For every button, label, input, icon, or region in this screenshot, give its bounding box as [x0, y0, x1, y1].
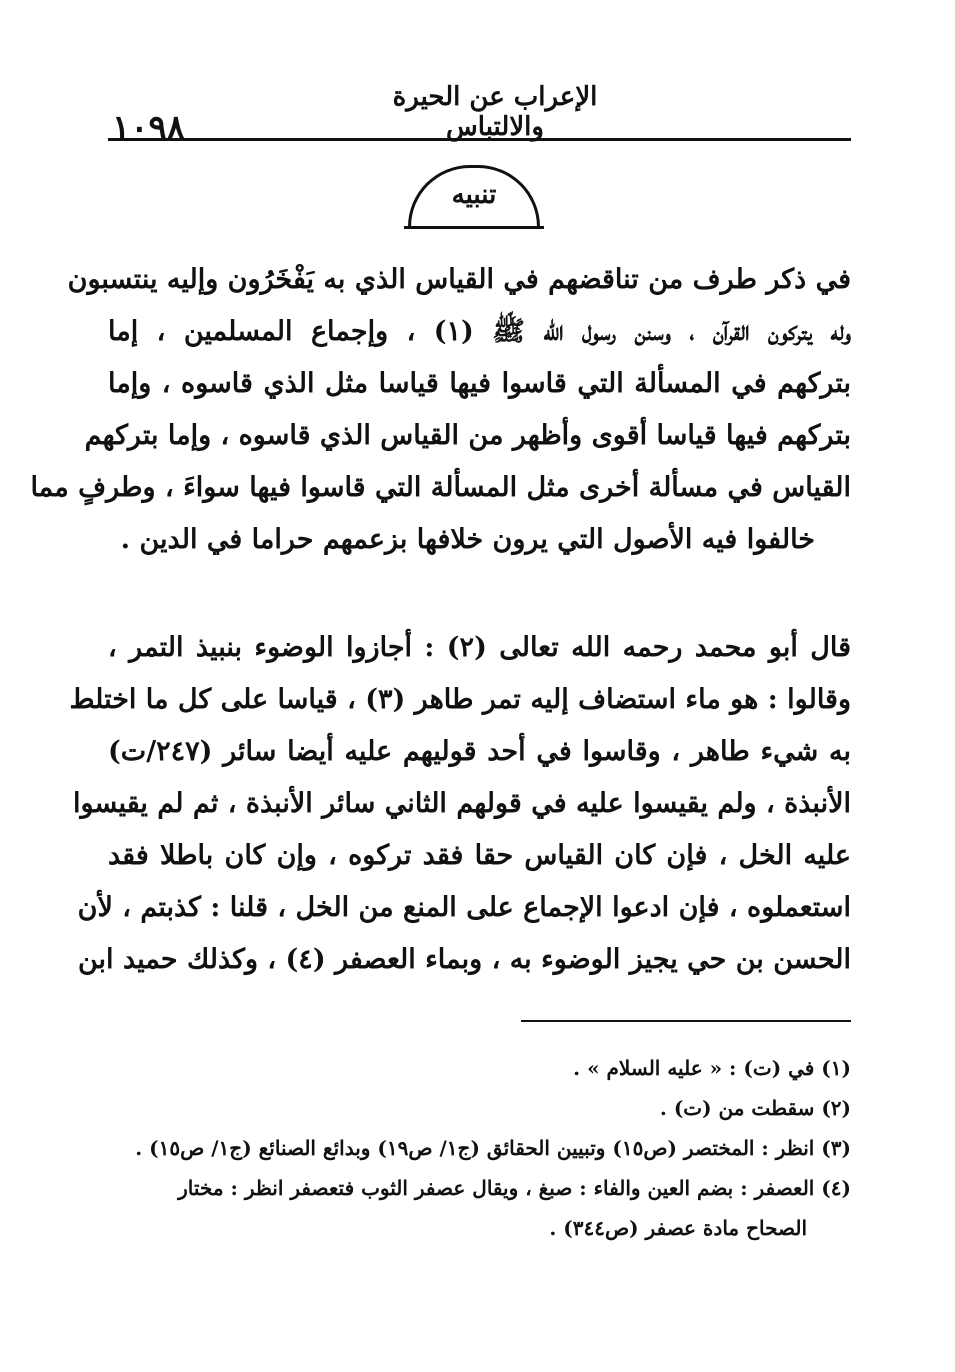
- running-head: الإعراب عن الحيرة والالتباس: [392, 82, 598, 142]
- text-line: استعملوه ، فإن ادعوا الإجماع على المنع من الخل ، قلنا : كذبتم ، لأن: [77, 892, 851, 923]
- text-line: قال أبو محمد رحمه الله تعالى (٢) : أجازوا الوضوء بنبيذ التمر ،: [108, 632, 851, 663]
- footnote-rule: [521, 1020, 851, 1022]
- footnote: (٣) انظر : المختصر (ص١٥) وتبيين الحقائق (ج١/ ص١٩) وبدائع الصنائع (ج١/ ص١٥) .: [135, 1136, 851, 1160]
- text-line: وله يتركون القرآن ، وسنن رسول الله ﷺ (١) ، وإجماع المسلمين ، إما: [108, 316, 851, 347]
- header-rule: [108, 138, 851, 141]
- text-line: الأنبذة ، ولم يقيسوا عليه في قولهم الثاني سائر الأنبذة ، ثم لم يقيسوا: [73, 788, 851, 819]
- footnote: (١) في (ت) : « عليه السلام » .: [573, 1056, 851, 1080]
- text-line: وقالوا : هو ماء استضاف إليه تمر طاهر (٣) ، قياسا على كل ما اختلط: [69, 684, 851, 715]
- footnotes: [108, 1048, 851, 1248]
- footnote-continuation: الصحاح مادة عصفر (ص٣٤٤) .: [549, 1216, 807, 1240]
- text-line: القياس في مسألة أخرى مثل المسألة التي قاسوا فيها سواءَ ، وطرفٍ مما: [30, 472, 851, 503]
- page-number: ١٠٩٨: [112, 108, 186, 148]
- paragraph-intro: [30, 254, 851, 566]
- text-line: خالفوا فيه الأصول التي يرون خلافها بزعمهم حراما في الدين .: [120, 524, 815, 555]
- paragraph-main: [69, 622, 851, 986]
- text-line: في ذكر طرف من تناقضهم في القياس الذي به يَفْخَرُون وإليه ينتسبون: [67, 264, 851, 295]
- footnote: (٤) العصفر : بضم العين والفاء : صبغ ، ويقال عصفر الثوب فتعصفر انظر : مختار: [178, 1176, 851, 1200]
- section-title: تنبيه: [451, 180, 497, 210]
- text-line: عليه الخل ، فإن كان القياس حقا فقد تركوه ، وإن كان باطلا فقد: [108, 840, 851, 871]
- text-line: الحسن بن حي يجيز الوضوء به ، وبماء العصفر (٤) ، وكذلك حميد ابن: [77, 944, 851, 975]
- text-line: بتركهم فيها قياسا أقوى وأظهر من القياس الذي قاسوه ، وإما بتركهم: [84, 420, 851, 451]
- text-line: بتركهم في المسألة التي قاسوا فيها قياسا مثل الذي قاسوه ، وإما: [108, 368, 851, 399]
- text-line: به شيء طاهر ، وقاسوا في أحد قوليهم عليه أيضا سائر (٢٤٧/ت): [108, 736, 851, 767]
- footnote: (٢) سقطت من (ت) .: [659, 1096, 851, 1120]
- section-emblem-base: [404, 226, 544, 229]
